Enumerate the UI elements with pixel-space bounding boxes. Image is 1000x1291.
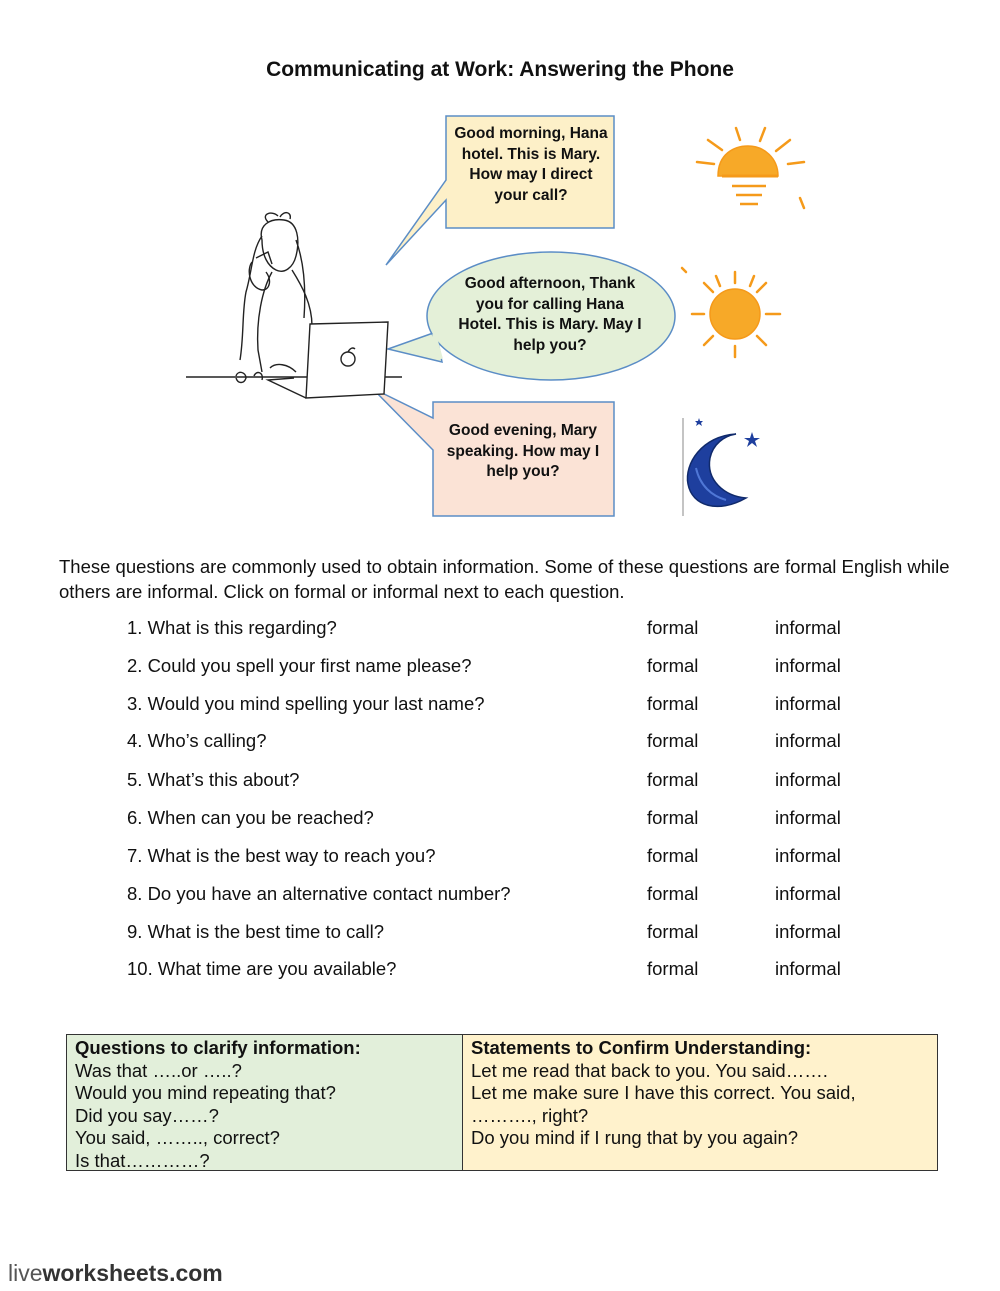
question-text: 6. When can you be reached? xyxy=(127,807,374,828)
formal-option[interactable]: formal xyxy=(647,730,699,751)
question-text: 8. Do you have an alternative contact number? xyxy=(127,883,511,904)
formal-option[interactable]: formal xyxy=(647,921,699,942)
question-text: 9. What is the best time to call? xyxy=(127,921,385,942)
sun-icon xyxy=(682,268,780,357)
question-row xyxy=(127,730,887,754)
confirm-line: Let me read that back to you. You said……. xyxy=(471,1059,828,1081)
clarify-line: Would you mind repeating that? xyxy=(75,1082,336,1104)
morning-greeting: Good morning, Hana hotel. This is Mary. How may I direct your call? xyxy=(454,125,608,204)
question-row xyxy=(127,617,887,641)
formal-option[interactable]: formal xyxy=(647,617,699,638)
clarify-heading: Questions to clarify information: xyxy=(75,1037,361,1058)
question-text: 3. Would you mind spelling your last name? xyxy=(127,693,485,714)
formal-option[interactable]: formal xyxy=(647,958,699,979)
clarify-line: You said, …….., correct? xyxy=(75,1127,280,1149)
woman-on-phone-drawing xyxy=(186,213,402,398)
informal-option[interactable]: informal xyxy=(775,655,841,676)
reference-table xyxy=(66,1034,938,1171)
clarify-line: Was that …..or …..? xyxy=(75,1059,242,1081)
clarify-column xyxy=(67,1035,463,1170)
informal-option[interactable]: informal xyxy=(775,769,841,790)
question-text: 4. Who’s calling? xyxy=(127,730,267,751)
formal-option[interactable]: formal xyxy=(647,655,699,676)
confirm-heading: Statements to Confirm Understanding: xyxy=(471,1037,812,1058)
formal-option[interactable]: formal xyxy=(647,883,699,904)
question-row xyxy=(127,883,887,907)
confirm-line: Do you mind if I rung that by you again? xyxy=(471,1127,799,1149)
confirm-line: ………., right? xyxy=(471,1104,589,1126)
question-row xyxy=(127,958,887,982)
formal-option[interactable]: formal xyxy=(647,769,699,790)
question-row xyxy=(127,693,887,717)
instructions: These questions are commonly used to obtain information. Some of these questions are formal English while others are informal. Click on formal or informal next to each question. xyxy=(59,556,950,602)
afternoon-greeting: Good afternoon, Thank you for calling Hana Hotel. This is Mary. May I help you? xyxy=(458,275,642,354)
informal-option[interactable]: informal xyxy=(775,845,841,866)
confirm-column xyxy=(463,1035,937,1170)
informal-option[interactable]: informal xyxy=(775,693,841,714)
formal-option[interactable]: formal xyxy=(647,693,699,714)
clarify-line: Did you say……? xyxy=(75,1104,219,1126)
question-text: 2. Could you spell your first name please? xyxy=(127,655,472,676)
formal-option[interactable]: formal xyxy=(647,807,699,828)
formal-option[interactable]: formal xyxy=(647,845,699,866)
page-title: Communicating at Work: Answering the Phone xyxy=(266,58,734,81)
informal-option[interactable]: informal xyxy=(775,730,841,751)
rising-sun-icon xyxy=(697,128,804,208)
question-text: 10. What time are you available? xyxy=(127,958,397,979)
clarify-line: Is that…………? xyxy=(75,1149,210,1171)
logo-light-part: live xyxy=(8,1260,43,1286)
informal-option[interactable]: informal xyxy=(775,958,841,979)
informal-option[interactable]: informal xyxy=(775,617,841,638)
informal-option[interactable]: informal xyxy=(775,883,841,904)
question-row xyxy=(127,655,887,679)
informal-option[interactable]: informal xyxy=(775,807,841,828)
question-text: 1. What is this regarding? xyxy=(127,617,337,638)
liveworksheets-logo xyxy=(8,1260,223,1287)
informal-option[interactable]: informal xyxy=(775,921,841,942)
evening-greeting: Good evening, Mary speaking. How may I help you? xyxy=(446,422,600,480)
question-row xyxy=(127,807,887,831)
question-row xyxy=(127,845,887,869)
question-text: 5. What’s this about? xyxy=(127,769,300,790)
crescent-moon-icon xyxy=(683,418,760,516)
question-row xyxy=(127,769,887,793)
question-row xyxy=(127,921,887,945)
question-text: 7. What is the best way to reach you? xyxy=(127,845,436,866)
logo-bold-part: worksheets.com xyxy=(42,1260,223,1286)
confirm-line: Let me make sure I have this correct. You said, xyxy=(471,1082,856,1104)
